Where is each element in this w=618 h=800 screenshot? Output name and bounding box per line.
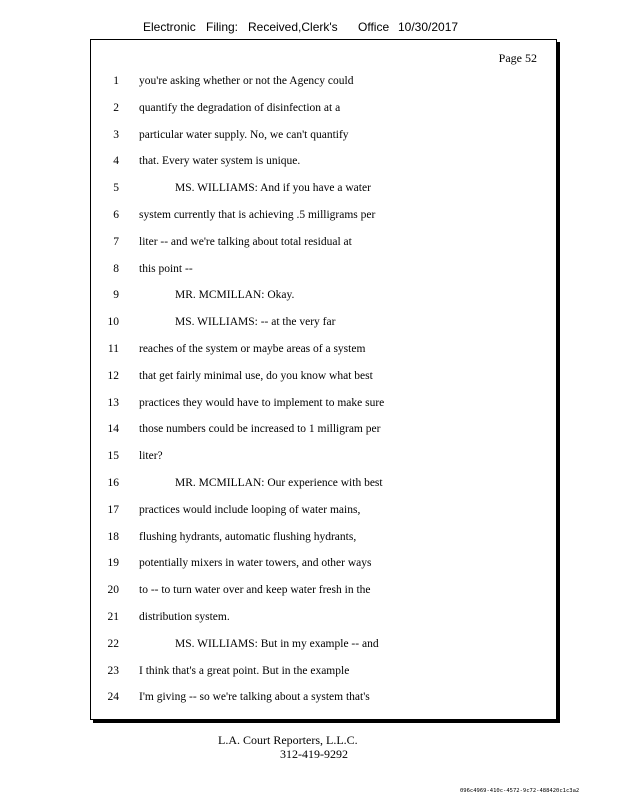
transcript-line [91, 472, 556, 499]
transcript-line [91, 284, 556, 311]
line-number: 12 [107, 369, 119, 382]
line-text: MR. MCMILLAN: Okay. [175, 289, 295, 302]
line-text: I'm giving -- so we're talking about a system that's [139, 691, 370, 704]
line-text: reaches of the system or maybe areas of a system [139, 342, 366, 355]
line-text: system currently that is achieving .5 milligrams per [139, 208, 376, 221]
page-number: Page 52 [498, 51, 537, 65]
transcript-line [91, 445, 556, 472]
transcript-line [91, 338, 556, 365]
reporter-phone: 312-419-9292 [280, 747, 348, 761]
filing-stamp [143, 20, 458, 34]
line-number: 6 [113, 208, 119, 221]
line-number: 16 [107, 476, 119, 489]
transcript-line [91, 150, 556, 177]
line-number: 8 [113, 262, 119, 275]
transcript-line [91, 311, 556, 338]
line-text: those numbers could be increased to 1 milligram per [139, 423, 381, 436]
line-text: flushing hydrants, automatic flushing hydrants, [139, 530, 357, 543]
transcript-line [91, 499, 556, 526]
line-text: that get fairly minimal use, do you know what best [139, 369, 373, 382]
line-number: 11 [107, 342, 119, 355]
transcript-line [91, 177, 556, 204]
transcript-line [91, 606, 556, 633]
line-number: 22 [107, 637, 119, 650]
line-text: liter -- and we're talking about total residual at [139, 235, 352, 248]
line-text: practices would include looping of water mains, [139, 503, 361, 516]
line-number: 18 [107, 530, 119, 543]
transcript-line [91, 365, 556, 392]
transcript-line [91, 526, 556, 553]
line-number: 3 [113, 128, 119, 141]
line-text: MS. WILLIAMS: And if you have a water [175, 182, 371, 195]
line-text: quantify the degradation of disinfection at a [139, 101, 341, 114]
transcript-line [91, 686, 556, 713]
line-text: liter? [139, 450, 163, 463]
line-number: 2 [113, 101, 119, 114]
line-number: 19 [107, 557, 119, 570]
line-text: particular water supply. No, we can't quantify [139, 128, 349, 141]
transcript-line [91, 392, 556, 419]
line-text: this point -- [139, 262, 193, 275]
transcript-line [91, 552, 556, 579]
transcript-line [91, 660, 556, 687]
line-number: 20 [107, 584, 119, 597]
document-hash: 096c4969-410c-4572-9c72-488420c1c3a2 [460, 788, 580, 794]
stamp-electronic: Electronic [143, 20, 196, 34]
line-number: 21 [107, 610, 119, 623]
line-number: 14 [107, 423, 119, 436]
transcript-line [91, 579, 556, 606]
line-number: 17 [107, 503, 119, 516]
line-text: potentially mixers in water towers, and other ways [139, 557, 372, 570]
stamp-filing: Filing: [206, 20, 239, 34]
transcript-line [91, 70, 556, 97]
line-number: 9 [113, 289, 119, 302]
line-number: 4 [113, 155, 119, 168]
transcript-line [91, 418, 556, 445]
line-text: I think that's a great point. But in the example [139, 664, 350, 677]
line-text: you're asking whether or not the Agency could [139, 75, 354, 87]
transcript-line [91, 124, 556, 151]
line-number: 15 [107, 450, 119, 463]
line-text: distribution system. [139, 610, 230, 623]
line-number: 23 [107, 664, 119, 677]
line-text: to -- to turn water over and keep water fresh in the [139, 584, 371, 597]
line-number: 1 [113, 75, 119, 87]
stamp-date: 10/30/2017 [398, 20, 459, 34]
transcript-line [91, 633, 556, 660]
line-text: practices they would have to implement to make sure [139, 396, 385, 409]
transcript-line [91, 231, 556, 258]
line-number: 5 [113, 182, 119, 195]
transcript-line [91, 97, 556, 124]
stamp-office: Office [358, 20, 390, 34]
line-text: MS. WILLIAMS: -- at the very far [175, 316, 336, 329]
line-text: that. Every water system is unique. [139, 155, 301, 168]
line-number: 24 [107, 691, 119, 704]
line-text: MS. WILLIAMS: But in my example -- and [175, 637, 379, 650]
reporter-company: L.A. Court Reporters, L.L.C. [218, 733, 358, 747]
transcript-lines [91, 70, 556, 713]
stamp-received: Received,Clerk's [248, 20, 338, 34]
line-text: MR. MCMILLAN: Our experience with best [175, 476, 383, 489]
line-number: 10 [107, 316, 119, 329]
line-number: 13 [107, 396, 119, 409]
transcript-line [91, 204, 556, 231]
line-number: 7 [113, 235, 119, 248]
transcript-line [91, 258, 556, 285]
transcript-page [90, 39, 557, 720]
